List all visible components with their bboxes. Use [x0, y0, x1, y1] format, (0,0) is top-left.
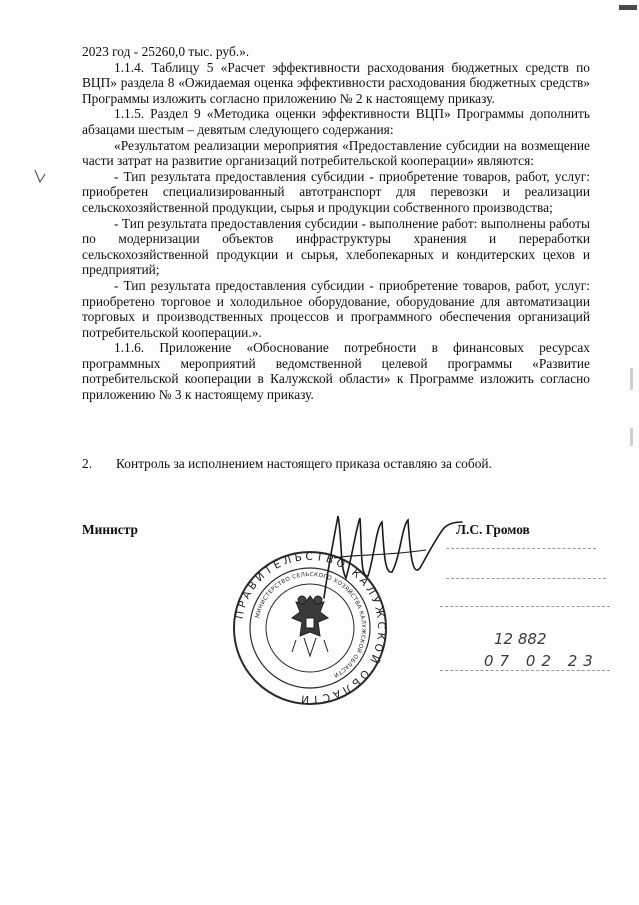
paragraph-result-type-3: - Тип результата предоставления субсидии - приобретение товаров, работ, услуг: приобретено торговое и холодильное оборудование, оборудование для автоматизации торговых и производственных процессов и программного обеспечения организаций потребительской кооперации.». [82, 277, 590, 340]
paragraph-1-1-4: 1.1.4. Таблицу 5 «Расчет эффективности расходования бюджетных средств по ВЦП» раздела 8 «Ожидаемая оценка эффективности расходования бюджетных средств» Программы изложить согласно приложению № 2 к настоящему приказу. [82, 59, 590, 106]
dashed-separator-1 [446, 548, 596, 549]
paragraph-result-intro: «Результатом реализации мероприятия «Предоставление субсидии на возмещение части затрат на развитие организаций потребительской кооперации» являются: [82, 137, 590, 169]
dashed-separator-2 [446, 578, 606, 579]
paragraph-result-type-2: - Тип результата предоставления субсидии - выполнение работ: выполнены работы по модернизации объектов инфраструктуры хранения и переработки сельскохозяйственной продукции и сырья, хлебопекарных и кондитерских цехов и предприятий; [82, 215, 590, 278]
control-clause [82, 456, 590, 472]
dashed-separator-3 [440, 606, 610, 607]
order-body-text [82, 44, 590, 403]
signatory-title: Министр [82, 522, 138, 537]
paragraph-budget-2023: 2023 год - 25260,0 тыс. руб.». [82, 44, 250, 59]
control-clause-text: Контроль за исполнением настоящего приказа оставляю за собой. [116, 456, 492, 471]
corner-scan-mark [617, 0, 639, 10]
paragraph-result-type-1: - Тип результата предоставления субсидии - приобретение товаров, работ, услуг: приобретен специализированный автотранспорт для перевозки и реализации сельскохозяйственной продукции, сырья и продукции собственного производства; [82, 168, 590, 215]
registration-date: 07 02 23 [484, 652, 599, 670]
scan-edge-mark-1 [630, 368, 633, 390]
scan-edge-mark-2 [630, 428, 633, 446]
registration-number: 12 882 [494, 630, 547, 648]
paragraph-1-1-6: 1.1.6. Приложение «Обоснование потребности в финансовых ресурсах программных мероприятий ведомственной целевой программы «Развитие потребительской кооперации в Калужской области» к Программе изложить согласно приложению № 3 к настоящему приказу. [82, 340, 590, 403]
svg-text:МИНИСТЕРСТВО СЕЛЬСКОГО ХОЗЯЙСТ: МИНИСТЕРСТВО СЕЛЬСКОГО ХОЗЯЙСТВА КАЛУЖСКОЙ ОБЛАСТИ [254, 571, 367, 679]
handwritten-signature [316, 498, 466, 608]
control-clause-number: 2. [82, 456, 93, 471]
dashed-separator-4 [440, 670, 610, 671]
paragraph-1-1-5: 1.1.5. Раздел 9 «Методика оценки эффективности ВЦП» Программы дополнить абзацами шестым – девятым следующего содержания: [82, 106, 590, 137]
margin-check-mark [34, 168, 46, 184]
signatory-name: Л.С. Громов [456, 522, 530, 537]
svg-text:ПРАВИТЕЛЬСТВО КАЛУЖСКОЙ ОБЛАСТ: ПРАВИТЕЛЬСТВО КАЛУЖСКОЙ ОБЛАСТИ [233, 550, 388, 706]
